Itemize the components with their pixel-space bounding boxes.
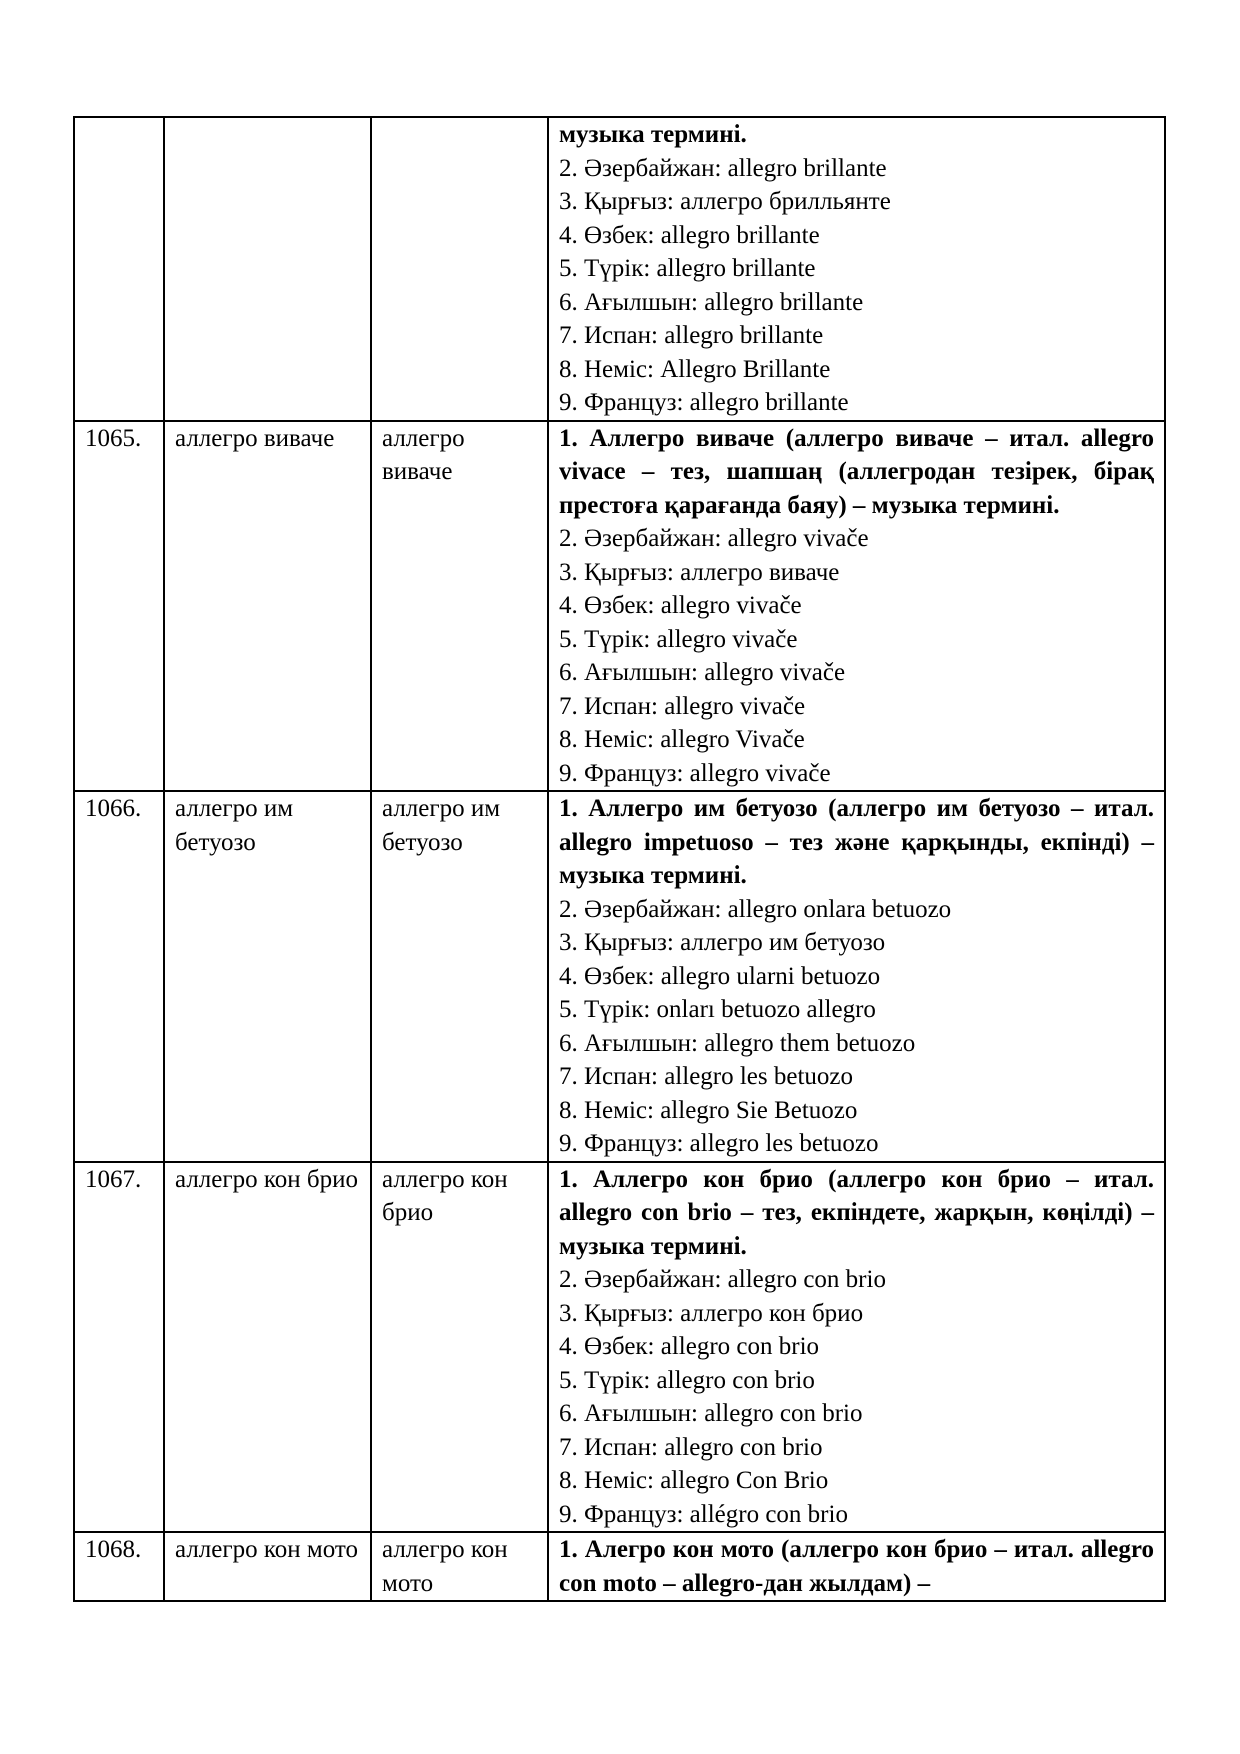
translation-line: 2. Әзербайжан: allegro con brio bbox=[559, 1266, 886, 1293]
translation-line: 7. Испан: allegro con brio bbox=[559, 1433, 823, 1461]
translation-line: 2. Әзербайжан: allegro onlara betuozo bbox=[559, 895, 952, 923]
definition-cell bbox=[548, 1532, 1165, 1601]
entry-number: 1068. bbox=[74, 1532, 164, 1601]
translation-line: 6. Ағылшын: allegro brillante bbox=[559, 288, 864, 316]
entry-number: 1066. bbox=[74, 791, 164, 1162]
translation-line: 3. Қырғыз: аллегро кон брио bbox=[559, 1299, 864, 1327]
translation-line: 3. Қырғыз: аллегро брилльянте bbox=[559, 188, 891, 215]
translation-line: 5. Түрік: allegro brillante bbox=[559, 255, 816, 282]
translation-line: 6. Ағылшын: allegro vivače bbox=[559, 659, 846, 686]
definition-cell bbox=[548, 117, 1165, 421]
translation-line: 4. Өзбек: allegro brillante bbox=[559, 221, 820, 249]
term-column-2: аллегро кон мото bbox=[371, 1532, 548, 1601]
translation-line: 7. Испан: allegro brillante bbox=[559, 322, 824, 349]
entry-number bbox=[74, 117, 164, 421]
translation-line: 2. Әзербайжан: allegro vivače bbox=[559, 525, 869, 552]
term-column-2: аллегро виваче bbox=[371, 421, 548, 792]
translation-line: 6. Ағылшын: allegro con brio bbox=[559, 1400, 863, 1427]
translation-line: 3. Қырғыз: аллегро им бетуозо bbox=[559, 929, 886, 956]
translation-line: 5. Түрік: allegro vivače bbox=[559, 625, 798, 653]
definition-text: 1. Аллегро виваче (аллегро виваче – итал. allegro vivace – тез, шапшаң (аллегродан тезірек, бірақ престоға қарағанда баяу) – музыка термині. bbox=[559, 424, 1154, 519]
term-column-2 bbox=[371, 117, 548, 421]
translation-line: 7. Испан: allegro vivače bbox=[559, 692, 806, 720]
dictionary-table bbox=[73, 116, 1166, 1602]
definition-cell bbox=[548, 421, 1165, 792]
term-column-1 bbox=[164, 117, 371, 421]
term-column-1: аллегро кон мото bbox=[164, 1532, 371, 1601]
term-column-2: аллегро им бетуозо bbox=[371, 791, 548, 1162]
entry-number: 1065. bbox=[74, 421, 164, 792]
translation-line: 6. Ағылшын: allegro them betuozo bbox=[559, 1029, 916, 1057]
term-column-1: аллегро виваче bbox=[164, 421, 371, 792]
definition-text: музыка термині. bbox=[559, 121, 747, 148]
definition-text: 1. Алегро кон мото (аллегро кон брио – итал. allegro con moto – allegro-дан жылдам) – bbox=[559, 1536, 1154, 1597]
table-row bbox=[74, 117, 1165, 421]
translation-line: 4. Өзбек: allegro ularni betuozo bbox=[559, 962, 881, 990]
translation-line: 8. Неміс: Allegro Brillante bbox=[559, 355, 831, 383]
translation-line: 8. Неміс: allegro Vivače bbox=[559, 726, 805, 753]
translation-line: 2. Әзербайжан: allegro brillante bbox=[559, 154, 887, 182]
translation-line: 5. Түрік: allegro con brio bbox=[559, 1366, 815, 1394]
translation-line: 4. Өзбек: allegro vivače bbox=[559, 592, 802, 619]
table-row bbox=[74, 791, 1165, 1162]
translation-line: 9. Француз: allegro brillante bbox=[559, 389, 849, 416]
term-column-1: аллегро им бетуозо bbox=[164, 791, 371, 1162]
translation-line: 5. Түрік: onları betuozo allegro bbox=[559, 996, 876, 1023]
translation-line: 9. Француз: allegro vivače bbox=[559, 759, 831, 787]
translation-line: 8. Неміс: allegro Con Brio bbox=[559, 1467, 829, 1494]
definition-cell bbox=[548, 791, 1165, 1162]
translation-line: 4. Өзбек: allegro con brio bbox=[559, 1333, 820, 1360]
translation-line: 3. Қырғыз: аллегро виваче bbox=[559, 558, 840, 586]
definition-text: 1. Аллегро кон брио (аллегро кон брио – итал. allegro con brio – тез, екпіндете, жарқын, көңілді) – музыка термині. bbox=[559, 1165, 1154, 1260]
translation-line: 9. Француз: allégro con brio bbox=[559, 1500, 848, 1528]
definition-text: 1. Аллегро им бетуозо (аллегро им бетуозо – итал. allegro impetuoso – тез және қарқынды, екпінді) – музыка термині. bbox=[559, 795, 1154, 889]
term-column-2: аллегро кон брио bbox=[371, 1162, 548, 1533]
table-row bbox=[74, 1162, 1165, 1533]
translation-line: 9. Француз: allegro les betuozo bbox=[559, 1130, 879, 1157]
translation-line: 8. Неміс: allegro Sie Betuozo bbox=[559, 1096, 858, 1124]
entry-number: 1067. bbox=[74, 1162, 164, 1533]
table-row bbox=[74, 421, 1165, 792]
definition-cell bbox=[548, 1162, 1165, 1533]
translation-line: 7. Испан: allegro les betuozo bbox=[559, 1063, 854, 1090]
table-row bbox=[74, 1532, 1165, 1601]
term-column-1: аллегро кон брио bbox=[164, 1162, 371, 1533]
